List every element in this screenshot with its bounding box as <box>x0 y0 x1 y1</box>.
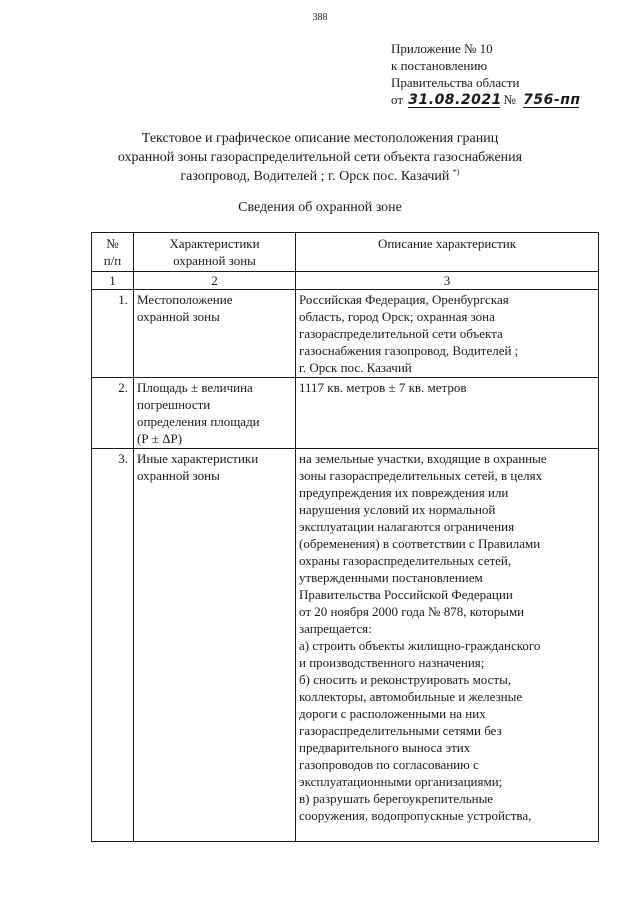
text-line: газоснабжения газопровод, Водителей ; <box>299 343 519 358</box>
text-line: (обременения) в соответствии с Правилами <box>299 536 541 551</box>
text-line: нарушения условий их нормальной <box>299 502 496 517</box>
date-prefix: от <box>391 92 404 107</box>
text-line: газораспределительными сетями без <box>299 723 502 738</box>
row-description <box>296 378 599 449</box>
text-line: (Р ± ΔР) <box>137 431 183 446</box>
text-line: охранной зоны <box>137 309 220 324</box>
header-description: Описание характеристик <box>296 233 599 272</box>
text-line: охраны газораспределительных сетей, <box>299 553 512 568</box>
table-row <box>92 290 599 378</box>
row-description <box>296 449 599 842</box>
title-line-2: охранной зоны газораспределительной сети объекта газоснабжения <box>117 150 523 165</box>
header-char-line: охранной зоны <box>173 253 256 268</box>
text-line: эксплуатационными организациями; <box>299 774 503 789</box>
text-line: предварительного выноса этих <box>299 740 471 755</box>
document-title <box>80 129 560 186</box>
title-line-1: Текстовое и графическое описание местоположения границ <box>141 131 499 146</box>
text-line: б) сносить и реконструировать мосты, <box>299 672 512 687</box>
header-num-line: № <box>106 236 119 251</box>
text-line: предупреждения их повреждения или <box>299 485 509 500</box>
header-num <box>92 233 134 272</box>
text-line: а) строить объекты жилищно-гражданского <box>299 638 541 653</box>
text-line: Площадь ± величина <box>137 380 253 395</box>
appendix-line-1: Приложение № 10 <box>391 41 493 56</box>
row-description <box>296 290 599 378</box>
text-line: сооружения, водопропускные устройства, <box>299 808 532 823</box>
column-numbers-row <box>92 272 599 290</box>
section-title: Сведения об охранной зоне <box>238 200 402 215</box>
text-line: газораспределительной сети объекта <box>299 326 503 341</box>
table-row <box>92 378 599 449</box>
text-line: г. Орск пос. Казачий <box>299 360 412 375</box>
text-line: определения площади <box>137 414 260 429</box>
text-line: Российская Федерация, Оренбургская <box>299 292 509 307</box>
text-line: на земельные участки, входящие в охранные <box>299 451 547 466</box>
column-number: 3 <box>296 272 599 290</box>
header-num-line: п/п <box>103 253 122 268</box>
column-number: 2 <box>134 272 296 290</box>
header-characteristics <box>134 233 296 272</box>
text-line: в) разрушать берегоукрепительные <box>299 791 494 806</box>
text-line: коллекторы, автомобильные и железные <box>299 689 523 704</box>
text-line: утвержденными постановлением <box>299 570 483 585</box>
row-characteristic <box>134 449 296 842</box>
title-line-3 <box>80 167 560 186</box>
protection-zone-table <box>91 232 599 842</box>
text-line: охранной зоны <box>137 468 220 483</box>
footnote-mark: *) <box>452 167 460 177</box>
appendix-line-3: Правительства области <box>391 75 520 90</box>
text-line: дороги с расположенными на них <box>299 706 486 721</box>
row-characteristic <box>134 378 296 449</box>
text-line: Местоположение <box>137 292 233 307</box>
row-characteristic <box>134 290 296 378</box>
text-line: запрещается: <box>299 621 372 636</box>
text-line: область, город Орск; охранная зона <box>299 309 495 324</box>
table-header-row <box>92 233 599 272</box>
text-line: Иные характеристики <box>137 451 259 466</box>
text-line: и производственного назначения; <box>299 655 485 670</box>
row-number: 3. <box>92 449 134 842</box>
appendix-line-2: к постановлению <box>391 58 488 73</box>
text-line: погрешности <box>137 397 211 412</box>
appendix-date-line <box>391 91 579 108</box>
appendix-block <box>391 40 579 108</box>
page-number: 388 <box>312 12 328 23</box>
text-line: от 20 ноября 2000 года № 878, которыми <box>299 604 525 619</box>
header-char-line: Характеристики <box>169 236 260 251</box>
text-line: зоны газораспределительных сетей, в целях <box>299 468 543 483</box>
table-row <box>92 449 599 842</box>
handwritten-number: 756-пп <box>523 92 581 108</box>
number-prefix: № <box>503 92 516 107</box>
text-line: Правительства Российской Федерации <box>299 587 513 602</box>
row-number: 2. <box>92 378 134 449</box>
text-line: 1117 кв. метров ± 7 кв. метров <box>299 380 467 395</box>
column-number: 1 <box>92 272 134 290</box>
text-line: газопроводов по согласованию с <box>299 757 479 772</box>
text-line: эксплуатации налагаются ограничения <box>299 519 515 534</box>
row-number: 1. <box>92 290 134 378</box>
handwritten-date: 31.08.2021 <box>408 92 502 108</box>
title-line-3-text: газопровод, Водителей ; г. Орск пос. Казачий <box>180 169 450 184</box>
